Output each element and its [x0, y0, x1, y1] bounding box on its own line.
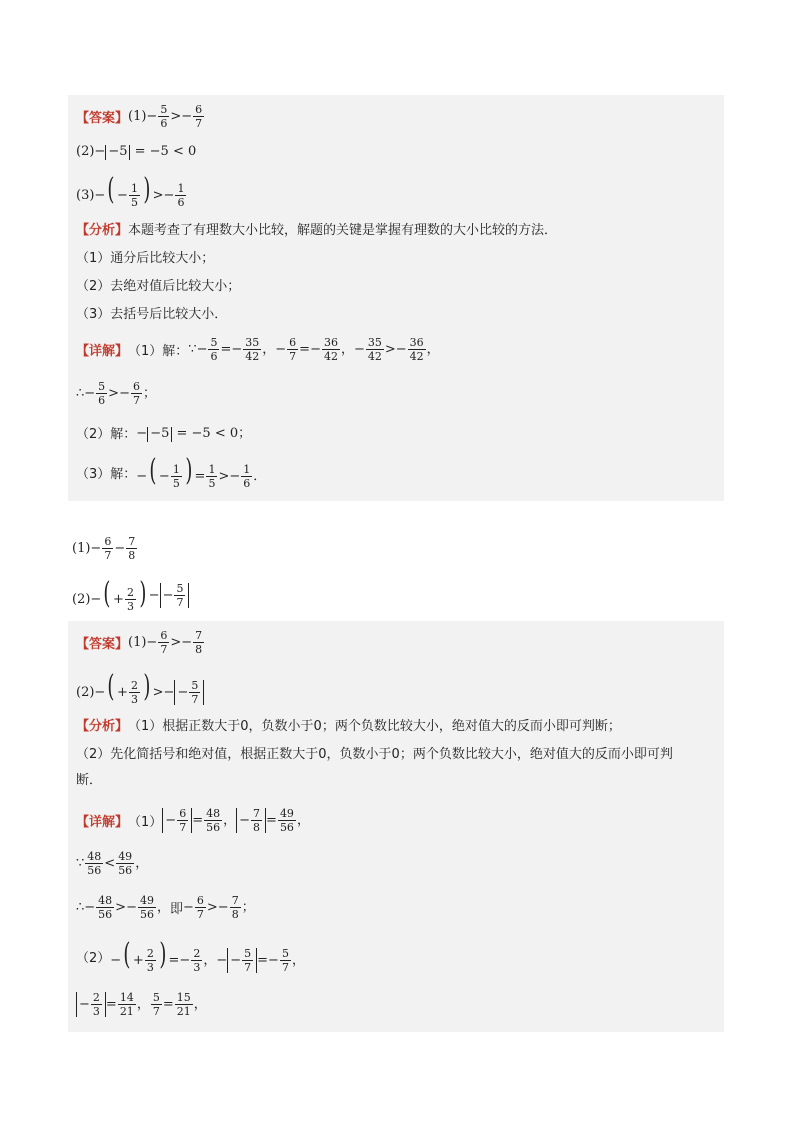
math-expr: −( + $\frac{2}{3}$ ) =− $\frac{2}{3}$ ，− − $\frac{5}{7}$ =− $\frac{5}{7}$ ，	[110, 936, 305, 974]
detail-prefix: （1）	[128, 814, 163, 830]
analysis-text: 本题考查了有理数大小比较，解题的关键是掌握有理数的大小比较的方法．	[128, 222, 558, 238]
detail-tag: 【详解】	[76, 814, 129, 830]
math-expr: ∵ $\frac{48}{56}$ < $\frac{49}{56}$ ，	[76, 849, 149, 877]
math-expr: − $\frac{2}{3}$ = $\frac{14}{21}$ ， $\frac{5}{7}$ = $\frac{15}{21}$ ，	[76, 992, 207, 1017]
math-expr: (2)−( + $\frac{2}{3}$ ) >− − $\frac{5}{7}$	[76, 672, 204, 705]
math-expr: ∴− $\frac{48}{56}$ >− $\frac{49}{56}$ ，	[76, 893, 170, 921]
detail-prefix: （2）	[76, 950, 111, 966]
answer-line	[76, 623, 205, 661]
math-expr: (2)−( + $\frac{2}{3}$ )	[72, 575, 147, 613]
answer-line-2	[76, 139, 196, 165]
detail-line-5	[76, 983, 207, 1025]
analysis-line-2	[76, 741, 673, 763]
answer-line-2	[76, 667, 204, 709]
detail-line-1	[76, 329, 440, 369]
detail-line-4	[76, 451, 266, 493]
detail-prefix: （2）解：	[76, 426, 137, 442]
math-expr: − −5 = −5 < 0；	[136, 426, 252, 442]
detail-line-1	[76, 799, 310, 841]
detail-line-3	[76, 419, 251, 445]
math-expr: (1)− $\frac{6}{7}$ >− $\frac{7}{8}$	[128, 628, 203, 656]
math-expr: (2)− −5 = −5 < 0	[76, 144, 197, 160]
analysis-line-3	[76, 767, 102, 789]
detail-prefix: （3）解：	[76, 466, 137, 482]
answer-line	[76, 97, 205, 135]
detail-line-2	[76, 843, 148, 883]
analysis-text: 断．	[76, 772, 103, 788]
analysis-item-text: （2）去绝对值后比较大小；	[76, 278, 241, 294]
analysis-line	[76, 217, 557, 239]
ji-text: 即	[169, 901, 183, 917]
math-expr: − $\frac{7}{8}$	[114, 534, 136, 562]
detail-line-4	[76, 935, 305, 977]
analysis-item-1	[76, 245, 214, 267]
answer-line-3	[76, 171, 187, 211]
question-part-2	[72, 574, 189, 616]
analysis-tag: 【分析】	[76, 222, 129, 238]
detail-line-3	[76, 887, 255, 927]
math-expr: −( − $\frac{1}{5}$ ) = $\frac{1}{5}$ >− $\frac{1}{6}$ ．	[136, 452, 267, 490]
math-expr: (1)− $\frac{5}{6}$ >− $\frac{6}{7}$	[128, 102, 203, 130]
math-expr: (3)−( − $\frac{1}{5}$ ) >− $\frac{1}{6}$	[76, 171, 185, 209]
analysis-item-text: （3）去括号后比较大小．	[76, 306, 228, 322]
analysis-item-text: （1）通分后比较大小；	[76, 250, 215, 266]
math-expr: − − $\frac{5}{7}$	[149, 583, 190, 608]
answer-tag: 【答案】	[76, 636, 129, 652]
analysis-line-1	[76, 713, 621, 735]
question-part-1	[72, 528, 138, 568]
detail-line-2	[76, 373, 156, 413]
math-expr: ∴− $\frac{5}{6}$ >− $\frac{6}{7}$ ；	[76, 379, 156, 407]
analysis-item-3	[76, 301, 227, 323]
analysis-tag: 【分析】	[76, 718, 129, 734]
analysis-text: （2）先化简括号和绝对值，根据正数大于0，负数小于0；两个负数比较大小，绝对值大的反而小即可判	[76, 746, 673, 762]
math-expr: − $\frac{6}{7}$ >− $\frac{7}{8}$ ；	[183, 893, 255, 921]
math-expr: ∵− $\frac{5}{6}$ =− $\frac{35}{42}$ ，− $\frac{6}{7}$ =− $\frac{36}{42}$ ，− $\frac{35}{42}$ >− $\frac{36}{42}$ ，	[188, 335, 440, 363]
analysis-item-2	[76, 273, 240, 295]
math-expr: − $\frac{6}{7}$ = $\frac{48}{56}$ ， − $\frac{7}{8}$ = $\frac{49}{56}$ ，	[162, 808, 310, 833]
answer-block-2	[68, 621, 724, 1032]
detail-tag: 【详解】	[76, 343, 129, 359]
answer-block-1	[68, 95, 724, 501]
detail-prefix: （1）解：	[128, 343, 189, 359]
math-expr: (1)− $\frac{6}{7}$	[72, 534, 112, 562]
answer-tag: 【答案】	[76, 110, 129, 126]
analysis-text: （1）根据正数大于0，负数小于0；两个负数比较大小，绝对值大的反而小即可判断；	[128, 718, 621, 734]
